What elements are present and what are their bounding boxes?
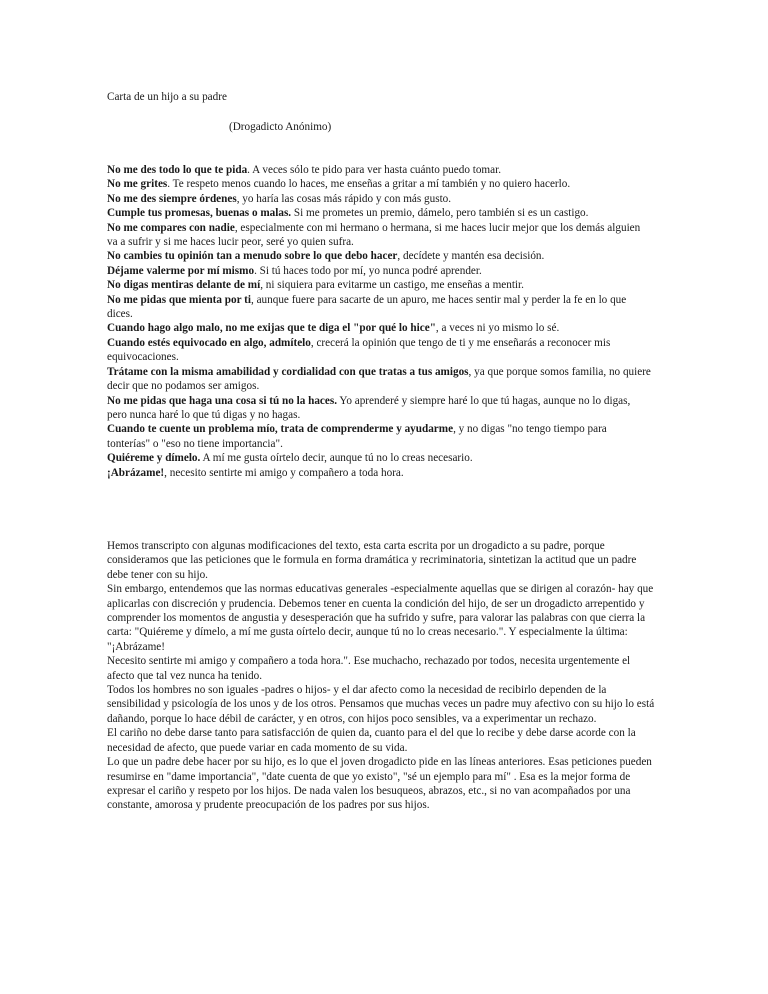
letter-paragraph: No me grites. Te respeto menos cuando lo haces, me enseñas a gritar a mí también y no quiero hacerlo. [107,178,571,191]
letter-paragraph: No me pidas que mienta por ti, aunque fuere para sacarte de un apuro, me haces sentir mal y perder la fe en lo que dices. [107,293,627,321]
commentary-paragraph: Necesito sentirte mi amigo y compañero a toda hora.". Ese muchacho, rechazado por todos, necesita urgentemente el afecto que tal vez nunca ha tenido. [107,655,631,682]
letter-body [107,163,652,480]
letter-paragraph: Cumple tus promesas, buenas o malas. Si me prometes un premio, dámelo, pero también si es un castigo. [107,207,589,220]
letter-paragraph: Cuando hago algo malo, no me exijas que te diga el "por qué lo hice", a veces ni yo mismo lo sé. [107,322,560,335]
letter-paragraph: Cuando te cuente un problema mío, trata de comprenderme y ayudarme, y no digas "no tengo tiempo para tonterías" o "eso no tiene importancia". [107,423,607,450]
letter-paragraph: Quiéreme y dímelo. A mí me gusta oírtelo decir, aunque tú no lo creas necesario. [107,452,473,465]
letter-paragraph: ¡Abrázame!, necesito sentirte mi amigo y compañero a toda hora. [107,466,404,479]
commentary-paragraph: Hemos transcripto con algunas modificaciones del texto, esta carta escrita por un drogadicto a su padre, porque consideramos que las peticiones que le formula en forma dramática y recriminatoria, sintetizan la actitud que un padre debe tener con su hijo. [107,540,637,581]
letter-paragraph: Trátame con la misma amabilidad y cordialidad con que tratas a tus amigos, ya que porque somos familia, no quiere decir que no podamos ser amigos. [107,365,651,393]
document-subtitle: (Drogadicto Anónimo) [229,121,332,133]
letter-paragraph: No me compares con nadie, especialmente con mi hermano o hermana, si me haces lucir mejor que los demás alguien va a sufrir y si me haces lucir peor, seré yo quien sufra. [107,221,641,249]
document-title: Carta de un hijo a su padre [107,91,227,103]
letter-paragraph: No digas mentiras delante de mí, ni siquiera para evitarme un castigo, me enseñas a mentir. [107,279,524,292]
letter-paragraph: No me des siempre órdenes, yo haría las cosas más rápido y con más gusto. [107,192,452,205]
commentary-paragraph: Sin embargo, entendemos que las normas educativas generales -especialmente aquellas que se dirigen al corazón- hay que aplicarlas con discreción y prudencia. Debemos tener en cuenta la condición del hijo, de ser un drogadicto arrepentido y comprender los momentos de angustia y desesperación que ha sufrido y sufre, para valorar las palabras con que cierra la carta: "Quiéreme y dímelo, a mí me gusta oírtelo decir, aunque tú no lo creas necesario.". Y especialmente la última: "¡Abrázame! [107,583,654,653]
commentary-body [107,539,657,813]
commentary-paragraph: El cariño no debe darse tanto para satisfacción de quien da, cuanto para el del que lo recibe y debe darse acorde con la necesidad de afecto, que puede variar en cada momento de su vida. [107,727,636,754]
commentary-paragraph: Lo que un padre debe hacer por su hijo, es lo que el joven drogadicto pide en las líneas anteriores. Esas peticiones pueden resumirse en "dame importancia", "date cuenta de que yo existo", "sé un ejemplo para mí" . Esa es la mejor forma de expresar el cariño y respeto por los hijos. De nada valen los besuqueos, abrazos, etc., si no van acompañados por una constante, amorosa y prudente preocupación de los padres por sus hijos. [107,756,652,812]
commentary-paragraph: Todos los hombres no son iguales -padres o hijos- y el dar afecto como la necesidad de recibirlo dependen de la sensibilidad y psicología de los unos y de los otros. Pensamos que muchas veces un padre muy afectivo con su hijo lo está dañando, porque lo hace débil de carácter, y en otros, con hijos poco sensibles, va a experimentar un rechazo. [107,684,655,725]
letter-paragraph: No me des todo lo que te pida. A veces sólo te pido para ver hasta cuánto puedo tomar. [107,164,501,176]
letter-paragraph: Cuando estés equivocado en algo, admítelo, crecerá la opinión que tengo de ti y me enseñarás a reconocer mis equivocaciones. [107,336,611,364]
letter-paragraph: Déjame valerme por mí mismo. Si tú haces todo por mí, yo nunca podré aprender. [107,264,482,277]
letter-paragraph: No cambies tu opinión tan a menudo sobre lo que debo hacer, decídete y mantén esa decisión. [107,250,545,263]
letter-paragraph: No me pidas que haga una cosa si tú no la haces. Yo aprenderé y siempre haré lo que tú hagas, aunque no lo digas, pero nunca haré lo que tú digas y no hagas. [107,394,631,421]
